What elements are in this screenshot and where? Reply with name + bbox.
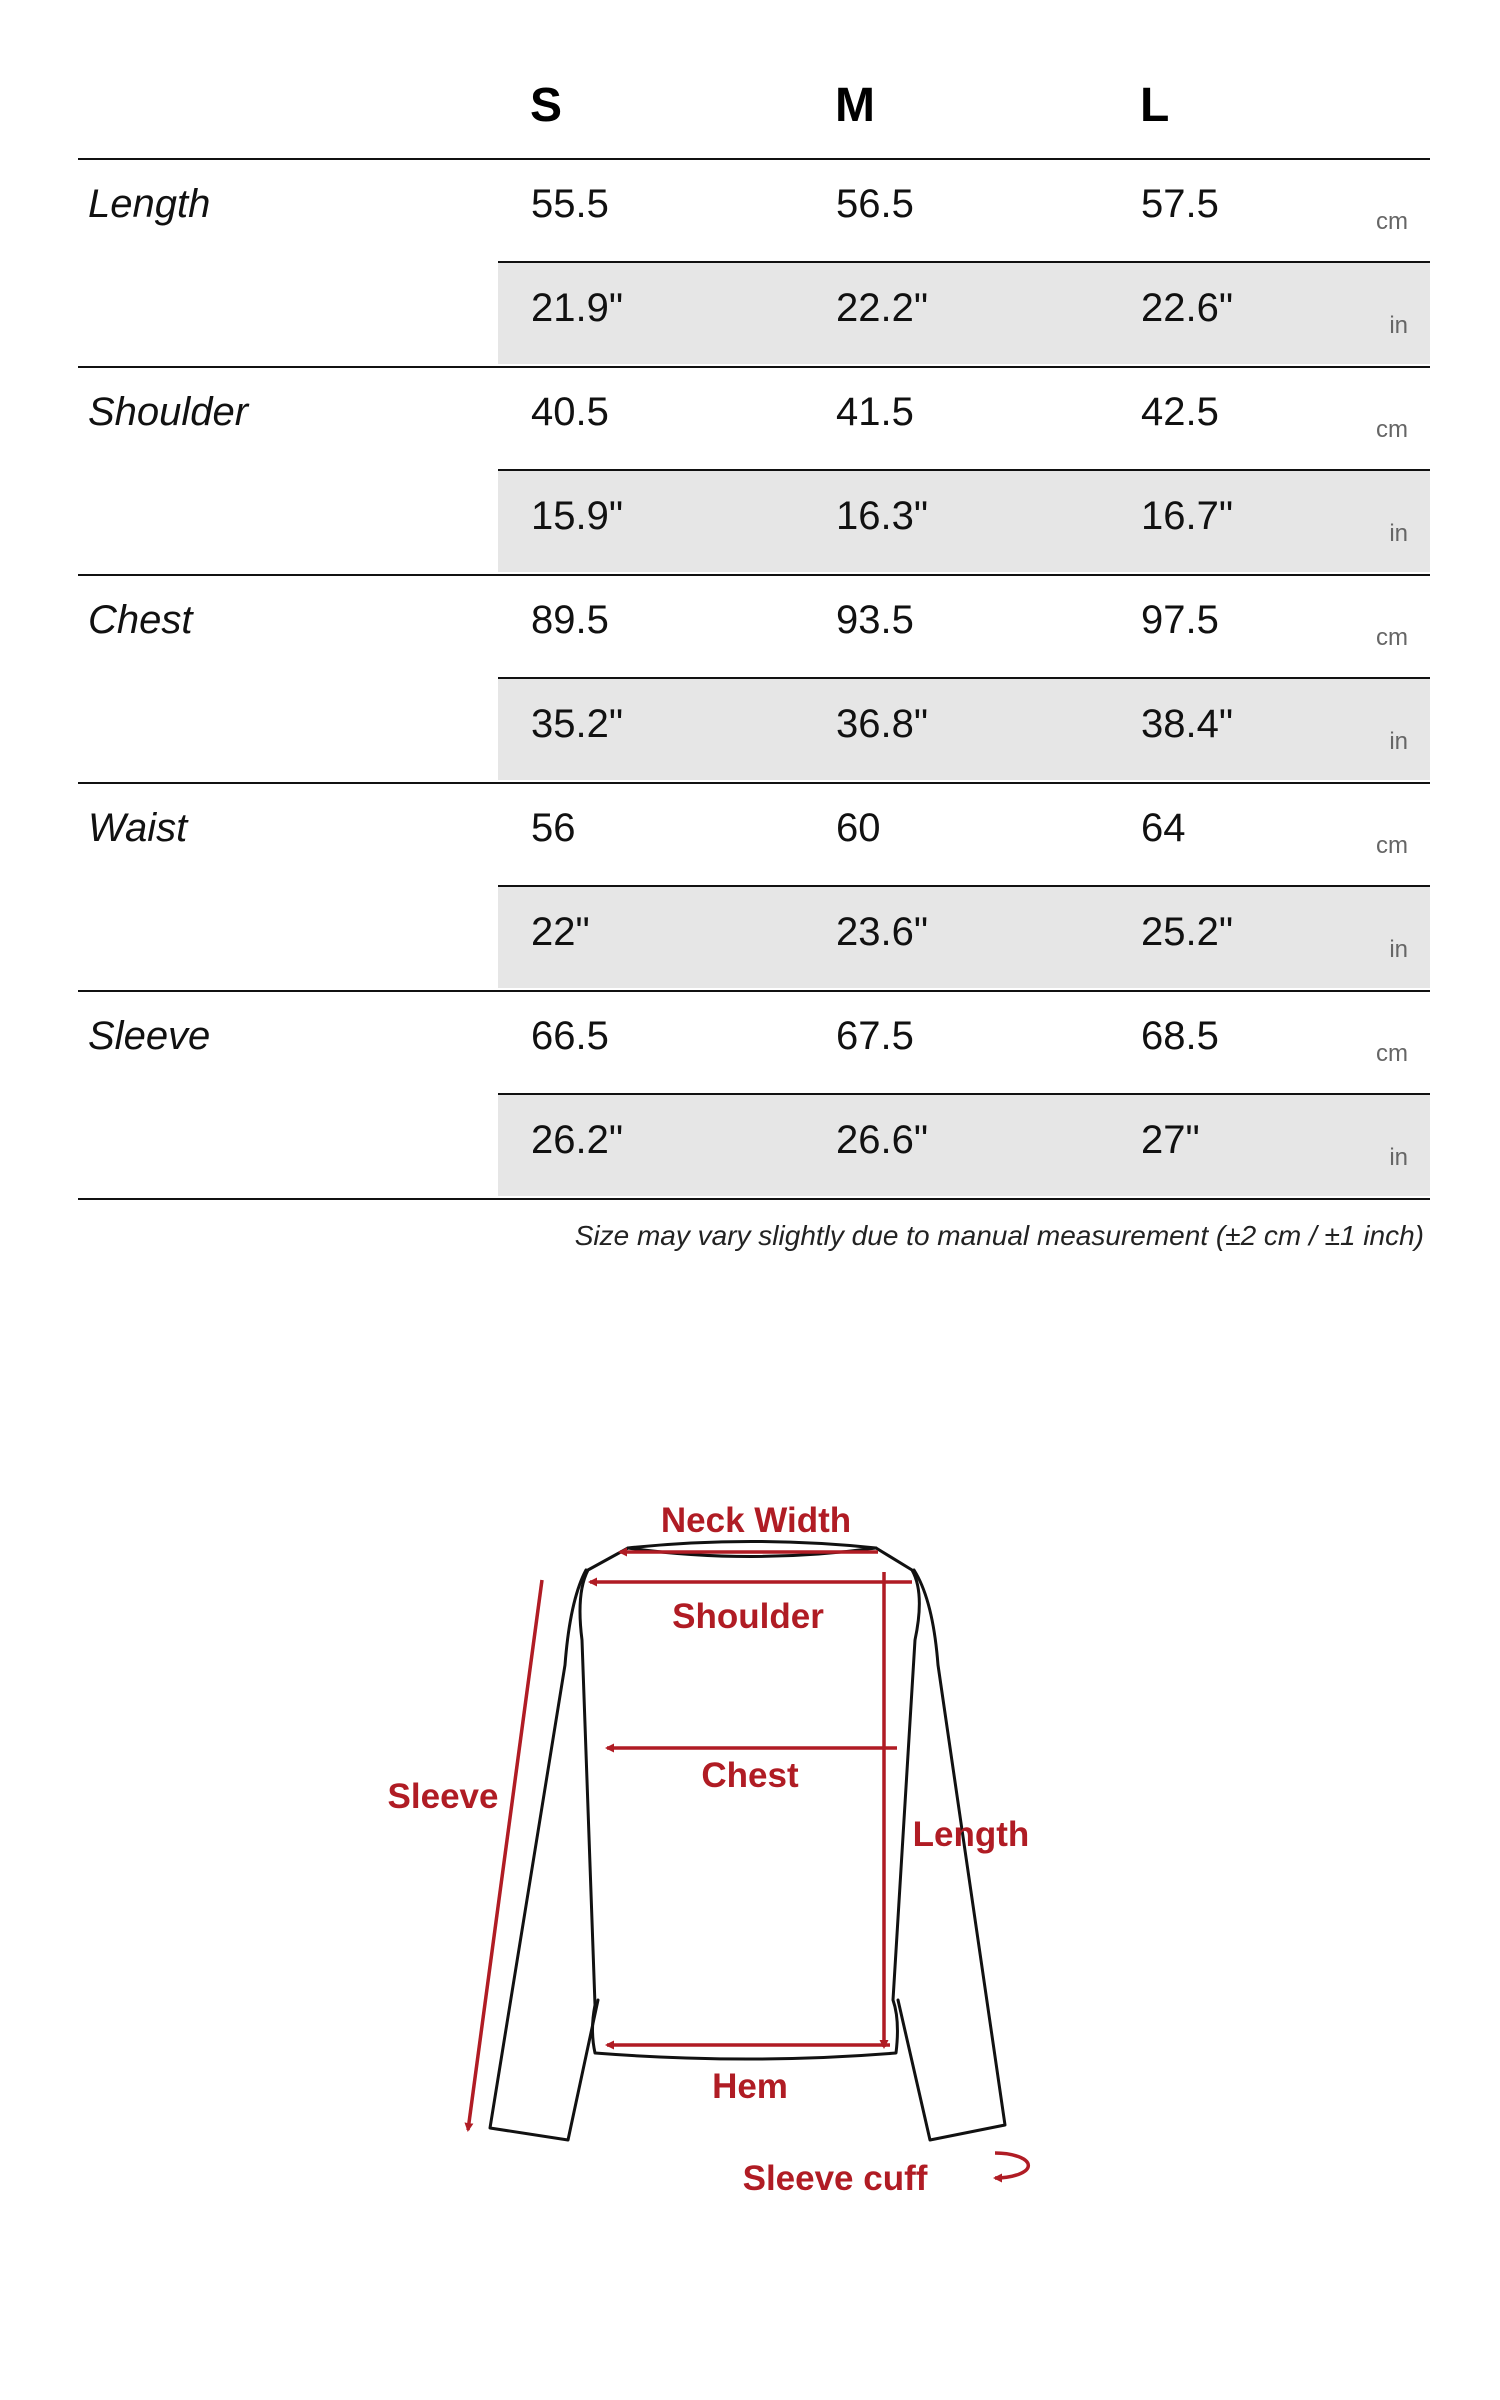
unit-in-label: in: [1389, 728, 1408, 755]
measure-label: Waist: [88, 806, 188, 850]
unit-in-label: in: [1389, 936, 1408, 963]
row-divider: [498, 1093, 1430, 1095]
cm-value-cell: 40.5: [531, 390, 609, 434]
measure-label: Shoulder: [88, 390, 249, 434]
size-table: [78, 70, 1430, 1251]
shoulder-label: Shoulder: [672, 1597, 824, 1636]
cm-value-cell: 68.5: [1141, 1014, 1219, 1058]
cm-value-cell: 67.5: [836, 1014, 914, 1058]
cm-value-cell: 41.5: [836, 390, 914, 434]
inch-value-cell: 35.2": [531, 702, 624, 746]
sleeve-cuff-label: Sleeve cuff: [742, 2159, 928, 2198]
cm-value-cell: 89.5: [531, 598, 609, 642]
unit-in-label: in: [1389, 520, 1408, 547]
hem-label: Hem: [712, 2067, 788, 2106]
cm-value-cell: 56.5: [836, 182, 914, 226]
row-divider: [498, 469, 1430, 471]
row-divider: [498, 261, 1430, 263]
inch-row-background: [498, 470, 1430, 572]
table-rule: [78, 782, 1430, 784]
table-rule: [78, 990, 1430, 992]
measure-label: Length: [88, 182, 211, 226]
unit-cm-label: cm: [1376, 832, 1408, 859]
size-header-m: M: [835, 79, 875, 132]
measure-label: Sleeve: [88, 1014, 211, 1058]
unit-cm-label: cm: [1376, 624, 1408, 651]
inch-value-cell: 27": [1141, 1118, 1200, 1162]
table-rule: [78, 574, 1430, 576]
inch-value-cell: 16.7": [1141, 494, 1234, 538]
unit-cm-label: cm: [1376, 1040, 1408, 1067]
sleeve-label: Sleeve: [387, 1777, 499, 1816]
inch-value-cell: 26.6": [836, 1118, 929, 1162]
inch-value-cell: 16.3": [836, 494, 929, 538]
inch-row-background: [498, 678, 1430, 780]
unit-in-label: in: [1389, 1144, 1408, 1171]
inch-value-cell: 22": [531, 910, 590, 954]
row-divider: [498, 677, 1430, 679]
cm-value-cell: 57.5: [1141, 182, 1219, 226]
length-label: Length: [912, 1815, 1030, 1854]
sleeve-cuff-arrow: [995, 2153, 1028, 2178]
inch-row-background: [498, 886, 1430, 988]
garment-collar-outline: [628, 1542, 876, 1549]
cm-value-cell: 97.5: [1141, 598, 1219, 642]
cm-value-cell: 56: [531, 806, 576, 850]
inch-value-cell: 22.6": [1141, 286, 1234, 330]
cm-value-cell: 66.5: [531, 1014, 609, 1058]
size-header-l: L: [1140, 79, 1170, 132]
unit-cm-label: cm: [1376, 416, 1408, 443]
inch-row-background: [498, 1094, 1430, 1196]
sleeve-arrow: [468, 1580, 542, 2130]
cm-value-cell: 60: [836, 806, 881, 850]
cm-value-cell: 55.5: [531, 182, 609, 226]
neck-width-label: Neck Width: [660, 1501, 852, 1540]
unit-cm-label: cm: [1376, 208, 1408, 235]
size-header-s: S: [530, 79, 563, 132]
cm-value-cell: 93.5: [836, 598, 914, 642]
garment-measurement-diagram: [0, 1470, 1500, 2250]
cm-value-cell: 42.5: [1141, 390, 1219, 434]
measure-label: Chest: [88, 598, 193, 642]
table-rule: [78, 366, 1430, 368]
inch-row-background: [498, 262, 1430, 364]
cm-value-cell: 64: [1141, 806, 1186, 850]
inch-value-cell: 26.2": [531, 1118, 624, 1162]
inch-value-cell: 38.4": [1141, 702, 1234, 746]
inch-value-cell: 25.2": [1141, 910, 1234, 954]
inch-value-cell: 22.2": [836, 286, 929, 330]
table-rule: [78, 1198, 1430, 1200]
chest-label: Chest: [701, 1756, 799, 1795]
inch-value-cell: 23.6": [836, 910, 929, 954]
inch-value-cell: 36.8": [836, 702, 929, 746]
inch-value-cell: 21.9": [531, 286, 624, 330]
measurement-footnote: Size may vary slightly due to manual measurement (±2 cm / ±1 inch): [574, 1220, 1424, 1251]
row-divider: [498, 885, 1430, 887]
table-rule: [78, 158, 1430, 160]
unit-in-label: in: [1389, 312, 1408, 339]
inch-value-cell: 15.9": [531, 494, 624, 538]
